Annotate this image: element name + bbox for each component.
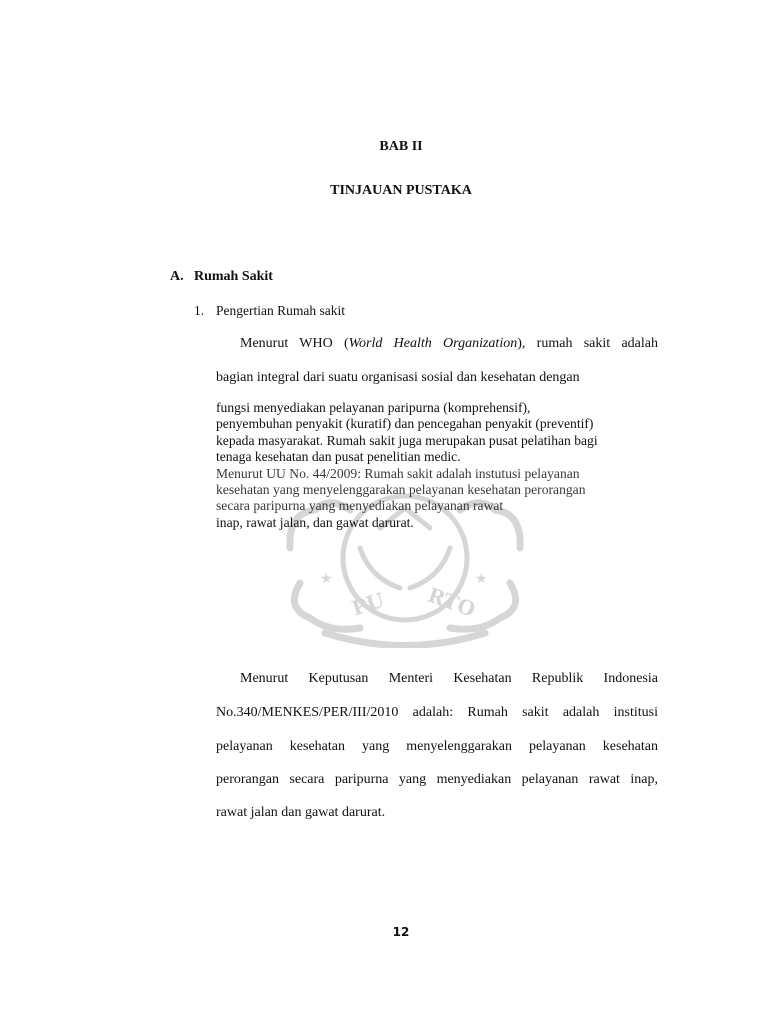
block-line: fungsi menyediakan pelayanan paripurna (komprehensif), bbox=[216, 400, 531, 415]
kepmenkes-line-5: rawat jalan dan gawat darurat. bbox=[216, 805, 386, 820]
item-1-label: Pengertian Rumah sakit bbox=[216, 303, 345, 318]
who-text-pre: Menurut WHO ( bbox=[240, 336, 349, 351]
block-line: inap, rawat jalan, dan gawat darurat. bbox=[216, 514, 414, 530]
svg-text:RTO: RTO bbox=[424, 582, 479, 622]
block-line: kepada masyarakat. Rumah sakit juga merupakan pusat pelatihan bagi bbox=[216, 432, 598, 448]
who-text-italic: World Health Organization bbox=[348, 336, 518, 351]
block-line: secara paripurna yang menyediakan pelayanan rawat bbox=[216, 498, 504, 514]
who-paragraph-line-1 bbox=[240, 336, 658, 352]
kepmenkes-line-2: No.340/MENKES/PER/III/2010 adalah: Rumah sakit adalah institusi bbox=[216, 705, 658, 720]
who-paragraph-line-2: bagian integral dari suatu organisasi sosial dan kesehatan dengan bbox=[216, 370, 580, 385]
block-line: Menurut UU No. 44/2009: Rumah sakit adalah instutusi pelayanan bbox=[216, 465, 580, 481]
inserted-definition-block bbox=[216, 400, 656, 531]
section-a-heading: Rumah Sakit bbox=[194, 269, 273, 284]
page-number: 12 bbox=[392, 925, 410, 939]
who-text-post: ), rumah sakit adalah bbox=[517, 336, 658, 351]
svg-text:PU: PU bbox=[348, 587, 388, 621]
chapter-title: TINJAUAN PUSTAKA bbox=[330, 183, 472, 198]
svg-text:★: ★ bbox=[320, 571, 333, 587]
block-line: kesehatan yang menyelenggarakan pelayanan kesehatan perorangan bbox=[216, 482, 586, 498]
kepmenkes-line-4: perorangan secara paripurna yang menyediakan pelayanan rawat inap, bbox=[216, 772, 658, 787]
block-line: penyembuhan penyakit (kuratif) dan pencegahan penyakit (preventif) bbox=[216, 416, 594, 432]
kepmenkes-line-1: Menurut Keputusan Menteri Kesehatan Republik Indonesia bbox=[240, 671, 658, 686]
item-1-number: 1. bbox=[194, 303, 205, 318]
chapter-label: BAB II bbox=[379, 139, 423, 154]
svg-text:★: ★ bbox=[475, 571, 488, 587]
section-a-marker: A. bbox=[170, 269, 184, 284]
block-line: tenaga kesehatan dan pusat penelitian medic. bbox=[216, 449, 461, 465]
kepmenkes-line-3: pelayanan kesehatan yang menyelenggarakan pelayanan kesehatan bbox=[216, 739, 658, 754]
